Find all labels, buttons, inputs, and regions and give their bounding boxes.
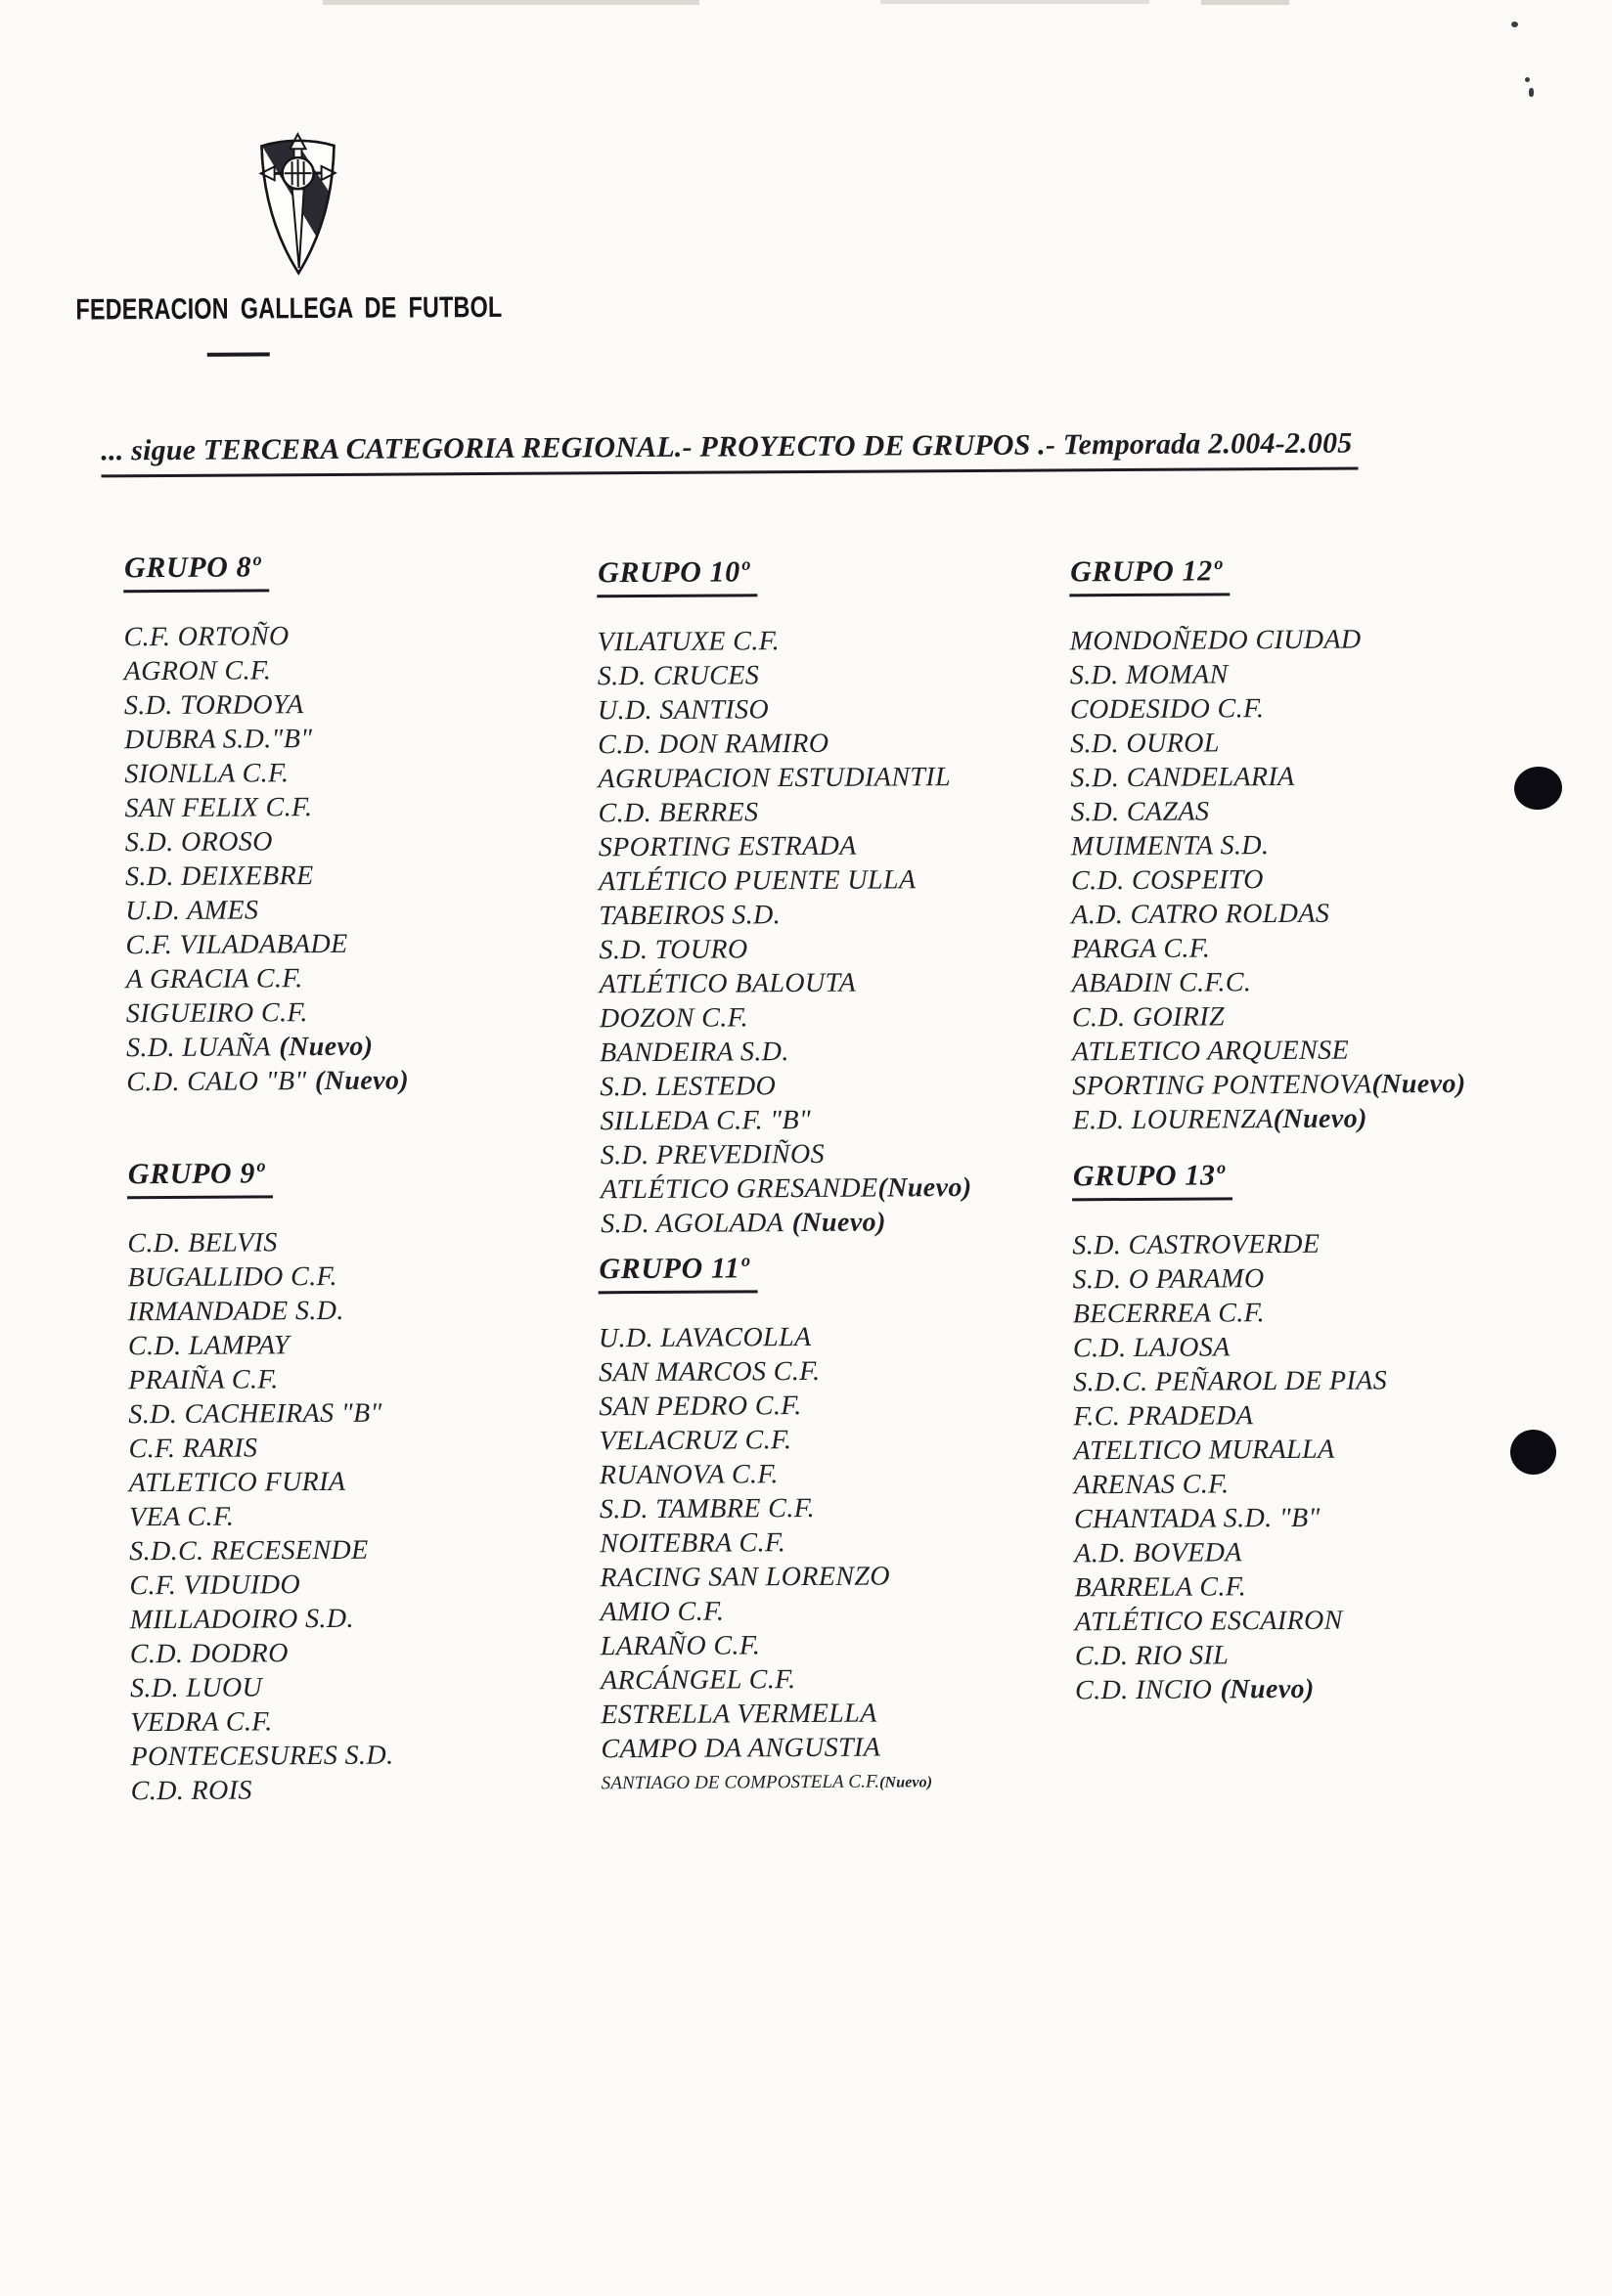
group-grupo-11 — [598, 1251, 932, 1801]
team-name: A.D. CATRO ROLDAS — [1071, 898, 1330, 931]
team-name: ARENAS C.F. — [1073, 1469, 1230, 1501]
team-row — [599, 862, 970, 899]
team-row — [598, 726, 969, 762]
team-name: C.D. GOIRIZ — [1071, 1001, 1226, 1034]
team-row — [125, 823, 408, 860]
team-name: C.D. BERRES — [598, 797, 759, 829]
group-grupo-9 — [127, 1157, 394, 1809]
team-row — [1071, 861, 1464, 898]
team-row — [130, 1670, 393, 1706]
team-row — [598, 760, 969, 796]
team-name: S.D. AGOLADA — [601, 1208, 784, 1240]
team-row — [601, 1205, 972, 1241]
team-name: ATELTICO MURALLA — [1073, 1434, 1335, 1467]
team-name: RACING SAN LORENZO — [600, 1561, 891, 1594]
team-row — [126, 960, 409, 996]
team-row — [597, 623, 968, 659]
team-row — [125, 858, 408, 894]
team-name: BECERREA C.F. — [1072, 1298, 1266, 1330]
team-name: S.D. TOURO — [599, 934, 748, 966]
team-name: A GRACIA C.F. — [125, 963, 303, 995]
team-name: C.D. DODRO — [129, 1638, 289, 1670]
team-name: C.D. ROIS — [130, 1775, 252, 1807]
team-name: ATLETICO ARQUENSE — [1072, 1035, 1350, 1068]
team-row — [1074, 1432, 1388, 1468]
team-row — [130, 1636, 393, 1672]
team-name: SPORTING ESTRADA — [598, 830, 857, 863]
team-name: C.D. LAMPAY — [127, 1330, 290, 1362]
team-row — [1075, 1671, 1389, 1707]
nuevo-badge: (Nuevo) — [279, 1031, 374, 1063]
team-name: S.D.C. RECESENDE — [129, 1534, 369, 1567]
team-row — [601, 1730, 932, 1766]
team-row — [1070, 656, 1463, 692]
team-row — [1074, 1466, 1388, 1502]
team-name: S.D. MOMAN — [1069, 659, 1229, 691]
team-row — [1069, 622, 1462, 658]
team-name: S.D. TAMBRE C.F. — [599, 1492, 816, 1525]
team-name: AGRUPACION ESTUDIANTIL — [598, 762, 952, 795]
team-row — [129, 1465, 392, 1501]
team-row — [599, 1319, 930, 1355]
team-name: MONDOÑEDO CIUDAD — [1069, 624, 1362, 657]
team-name: S.D.C. PEÑAROL DE PIAS — [1073, 1365, 1388, 1398]
team-row — [601, 1593, 932, 1629]
team-list — [123, 619, 409, 1100]
team-name: S.D. LESTEDO — [600, 1071, 777, 1103]
team-row — [1075, 1637, 1389, 1673]
team-row — [129, 1567, 392, 1604]
team-name: MUIMENTA S.D. — [1070, 830, 1270, 862]
team-name: U.D. LAVACOLLA — [598, 1321, 812, 1354]
team-row — [129, 1533, 392, 1569]
team-row — [1073, 1363, 1387, 1399]
team-row — [1070, 725, 1463, 761]
team-name: S.D. OUROL — [1070, 728, 1220, 760]
nuevo-badge: (Nuevo) — [879, 1774, 933, 1791]
team-row — [1072, 1101, 1465, 1137]
team-list — [1072, 1226, 1389, 1707]
team-name: CAMPO DA ANGUSTIA — [601, 1732, 881, 1765]
team-row — [1073, 1295, 1387, 1331]
team-name: S.D. DEIXEBRE — [124, 861, 314, 893]
team-list — [599, 1319, 932, 1801]
team-row — [600, 1524, 931, 1561]
team-row — [128, 1328, 391, 1364]
team-row — [1071, 896, 1464, 932]
team-name: RUANOVA C.F. — [599, 1459, 779, 1491]
team-name: DOZON C.F. — [599, 1002, 749, 1035]
team-name: AMIO C.F. — [600, 1596, 725, 1628]
team-row — [600, 999, 971, 1036]
team-row — [126, 1029, 409, 1065]
team-row — [1071, 827, 1464, 863]
org-underline — [207, 352, 270, 356]
team-row — [599, 897, 970, 933]
team-name: ATLÉTICO PUENTE ULLA — [598, 864, 917, 898]
team-name: SAN MARCOS C.F. — [599, 1355, 821, 1389]
nuevo-badge: (Nuevo) — [791, 1207, 886, 1239]
team-row — [1071, 930, 1464, 966]
team-row — [599, 794, 970, 830]
team-name: C.F. VILADABADE — [125, 928, 348, 961]
team-name: SAN FELIX C.F. — [124, 792, 313, 824]
team-row — [128, 1396, 391, 1433]
team-row — [598, 657, 969, 693]
team-name: PARGA C.F. — [1071, 933, 1211, 965]
team-row — [123, 619, 406, 655]
org-name: FEDERACION GALLEGA DE FUTBOL — [75, 290, 503, 327]
team-name: C.F. RARIS — [128, 1433, 258, 1465]
team-row — [1074, 1500, 1388, 1536]
team-row — [127, 1225, 390, 1261]
team-name: ATLÉTICO GRESANDE — [600, 1172, 878, 1206]
team-name: SILLEDA C.F. "B" — [600, 1104, 812, 1137]
team-name: AGRON C.F. — [123, 655, 272, 687]
nuevo-badge: (Nuevo) — [1220, 1673, 1315, 1705]
team-row — [124, 721, 407, 757]
team-row — [599, 828, 970, 864]
team-name: S.D. CACHEIRAS "B" — [128, 1397, 382, 1431]
group-grupo-8 — [123, 551, 409, 1100]
group-heading: GRUPO 12º — [1069, 554, 1230, 596]
team-row — [1073, 1397, 1387, 1434]
team-row — [1072, 998, 1465, 1035]
group-heading: GRUPO 13º — [1072, 1159, 1232, 1201]
team-row — [1075, 1603, 1389, 1639]
team-name: PONTECESURES S.D. — [130, 1740, 394, 1773]
team-name: C.F. ORTOÑO — [123, 621, 290, 653]
team-name: S.D. CAZAS — [1070, 796, 1210, 828]
team-row — [129, 1499, 392, 1535]
team-name: C.D. DON RAMIRO — [598, 728, 829, 761]
team-name: C.D. INCIO — [1075, 1674, 1213, 1706]
team-row — [124, 687, 407, 724]
shield-crest-icon — [248, 130, 347, 278]
team-name: BARRELA C.F. — [1074, 1571, 1247, 1604]
group-heading: GRUPO 10º — [597, 555, 757, 597]
team-row — [601, 1627, 932, 1663]
team-row — [125, 926, 408, 962]
team-list — [127, 1225, 394, 1809]
team-list — [1069, 622, 1465, 1137]
team-name: C.F. VIDUIDO — [129, 1569, 301, 1602]
team-row — [600, 965, 971, 1001]
team-name: ARCÁNGEL C.F. — [600, 1664, 796, 1697]
team-name: VELACRUZ C.F. — [599, 1425, 792, 1457]
team-name: S.D. CASTROVERDE — [1072, 1228, 1321, 1261]
team-row — [598, 691, 969, 728]
team-row — [600, 1102, 971, 1138]
team-row — [1074, 1568, 1388, 1605]
team-name: S.D. O PARAMO — [1072, 1263, 1265, 1296]
team-name: C.D. LAJOSA — [1072, 1332, 1231, 1364]
team-name: DUBRA S.D."B" — [124, 724, 313, 756]
team-row — [600, 1456, 931, 1492]
team-row — [600, 1490, 931, 1526]
nuevo-badge: (Nuevo) — [314, 1065, 410, 1097]
group-grupo-13 — [1072, 1158, 1389, 1707]
team-row — [1072, 1067, 1465, 1103]
group-heading: GRUPO 11º — [598, 1252, 757, 1294]
team-name: BANDEIRA S.D. — [600, 1037, 789, 1069]
team-row — [126, 994, 409, 1031]
team-row — [600, 1034, 971, 1070]
team-name: C.D. RIO SIL — [1074, 1640, 1230, 1672]
team-name: S.D. CRUCES — [597, 660, 760, 692]
team-row — [600, 1559, 931, 1595]
team-name: VEDRA C.F. — [130, 1706, 273, 1739]
nuevo-badge: (Nuevo) — [1371, 1068, 1466, 1100]
team-name: E.D. LOURENZA — [1072, 1104, 1274, 1136]
team-name: ATLÉTICO BALOUTA — [599, 967, 857, 1000]
team-row — [599, 931, 970, 967]
team-row — [128, 1362, 391, 1398]
team-name: F.C. PRADEDA — [1073, 1400, 1254, 1433]
group-heading: GRUPO 9º — [127, 1157, 273, 1199]
team-name: CODESIDO C.F. — [1069, 693, 1265, 726]
team-name: SIONLLA C.F. — [124, 758, 290, 790]
team-name: ATLETICO FURIA — [128, 1466, 346, 1499]
team-name: BUGALLIDO C.F. — [127, 1260, 337, 1294]
team-row — [124, 789, 407, 825]
team-row — [130, 1602, 393, 1638]
team-name: VILATUXE C.F. — [597, 626, 781, 658]
team-row — [600, 1068, 971, 1104]
team-name: CHANTADA S.D. "B" — [1073, 1502, 1321, 1535]
team-row — [1074, 1534, 1388, 1570]
team-name: SANTIAGO DE COMPOSTELA C.F. — [601, 1771, 880, 1794]
nuevo-badge: (Nuevo) — [877, 1171, 972, 1204]
team-name: IRMANDADE S.D. — [127, 1295, 344, 1328]
team-row — [599, 1353, 930, 1390]
team-row — [126, 1063, 409, 1099]
team-row — [1071, 793, 1464, 829]
team-name: SPORTING PONTENOVA — [1072, 1069, 1372, 1102]
team-row — [1072, 964, 1465, 1000]
team-row — [130, 1704, 393, 1741]
team-row — [131, 1773, 394, 1809]
team-row — [599, 1388, 930, 1424]
team-name: S.D. PREVEDIÑOS — [600, 1138, 826, 1171]
team-name: LARAÑO C.F. — [600, 1630, 761, 1662]
team-name: C.D. COSPEITO — [1070, 864, 1264, 897]
team-row — [1072, 1226, 1386, 1262]
team-row — [1070, 759, 1463, 795]
group-heading: GRUPO 8º — [123, 551, 269, 593]
team-name: S.D. OROSO — [124, 826, 273, 859]
team-row — [1073, 1329, 1387, 1365]
team-row — [130, 1739, 393, 1775]
team-name: TABEIROS S.D. — [599, 900, 782, 932]
team-name: A.D. BOVEDA — [1074, 1537, 1242, 1569]
team-name: S.D. LUOU — [129, 1672, 263, 1704]
team-row — [602, 1764, 933, 1801]
team-row — [125, 892, 408, 928]
team-row — [1072, 1260, 1386, 1297]
team-name: S.D. TORDOYA — [123, 689, 304, 722]
team-row — [124, 653, 407, 689]
team-row — [601, 1661, 932, 1698]
nuevo-badge: (Nuevo) — [1273, 1103, 1367, 1135]
team-name: S.D. CANDELARIA — [1070, 761, 1295, 794]
team-row — [127, 1259, 390, 1296]
team-list — [597, 623, 971, 1241]
group-grupo-12 — [1069, 553, 1466, 1137]
team-row — [128, 1294, 391, 1330]
team-name: NOITEBRA C.F. — [600, 1527, 786, 1560]
team-row — [1070, 690, 1463, 727]
document-title: ... sigue TERCERA CATEGORIA REGIONAL.- PROYECTO DE GRUPOS .- Temporada 2.004-2.005 — [101, 427, 1358, 478]
team-name: ABADIN C.F.C. — [1071, 967, 1252, 999]
team-row — [128, 1431, 391, 1467]
team-name: PRAIÑA C.F. — [128, 1364, 279, 1396]
team-name: VEA C.F. — [128, 1501, 235, 1533]
team-name: C.D. BELVIS — [127, 1227, 278, 1259]
team-name: ATLÉTICO ESCAIRON — [1074, 1605, 1343, 1638]
team-name: SAN PEDRO C.F. — [599, 1391, 802, 1423]
team-name: U.D. SANTISO — [597, 694, 770, 727]
team-row — [601, 1170, 972, 1207]
team-name: S.D. LUAÑA — [125, 1032, 272, 1064]
team-name: C.D. CALO "B" — [126, 1066, 307, 1098]
team-row — [601, 1696, 932, 1732]
group-grupo-10 — [597, 554, 972, 1241]
team-name: SIGUEIRO C.F. — [125, 997, 308, 1030]
team-row — [124, 755, 407, 791]
team-name: U.D. AMES — [125, 895, 259, 927]
team-row — [601, 1136, 972, 1172]
team-row — [1072, 1033, 1465, 1069]
team-name: ESTRELLA VERMELLA — [601, 1698, 877, 1731]
team-row — [599, 1422, 930, 1458]
team-name: MILLADOIRO S.D. — [129, 1603, 354, 1636]
